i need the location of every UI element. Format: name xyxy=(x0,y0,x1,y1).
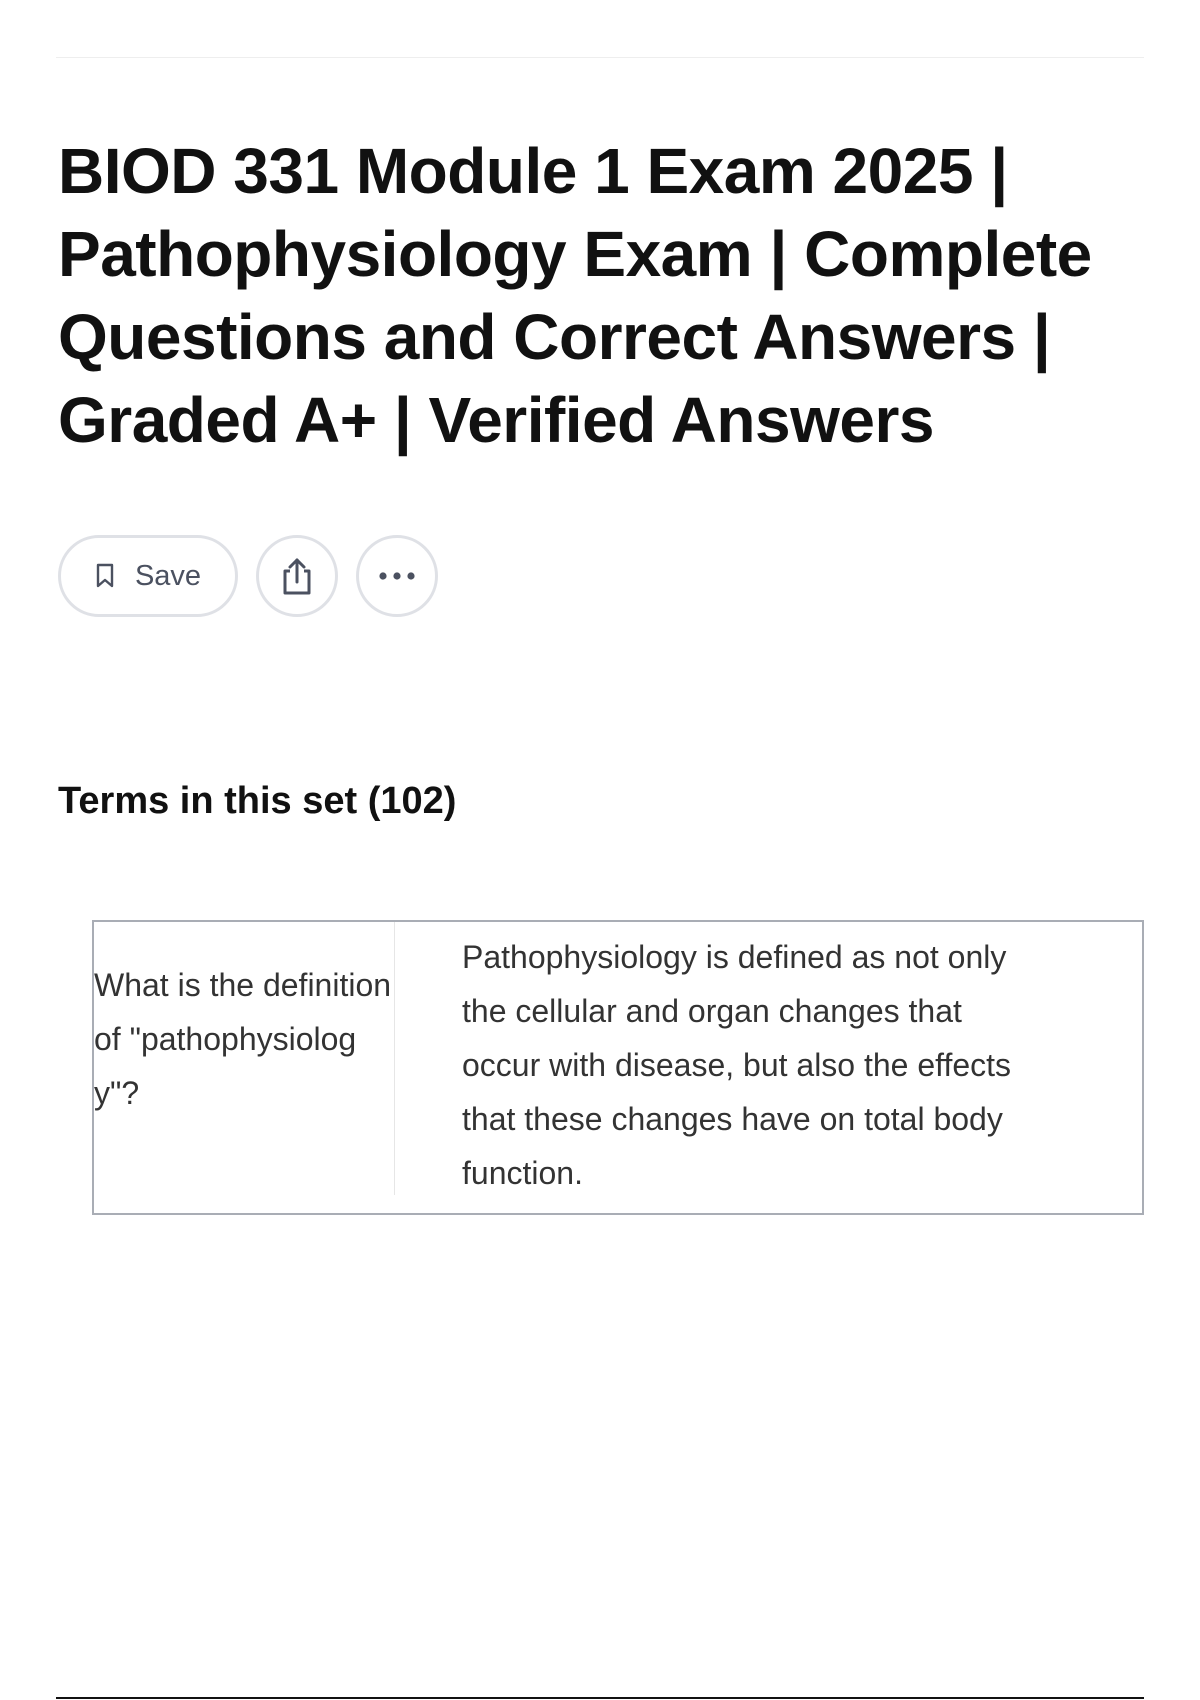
term-divider xyxy=(394,922,395,1195)
share-icon xyxy=(278,556,316,596)
bottom-divider xyxy=(56,1697,1144,1699)
bookmark-icon xyxy=(95,563,115,589)
page-title: BIOD 331 Module 1 Exam 2025 | Pathophysiology Exam | Complete Questions and Correct Answers | Graded A+ | Verified Answers xyxy=(58,135,1092,456)
terms-heading: Terms in this set (102) xyxy=(58,780,457,822)
save-button[interactable] xyxy=(58,535,238,617)
definition-text: Pathophysiology is defined as not only the cellular and organ changes that occur with disease, but also the effects that these changes have on total body function. xyxy=(462,939,1012,1191)
term-text: What is the definition of "pathophysiology"? xyxy=(94,967,392,1111)
more-horizontal-icon xyxy=(378,571,416,581)
term-card[interactable] xyxy=(92,920,1144,1215)
share-button[interactable] xyxy=(256,535,338,617)
top-divider xyxy=(56,57,1144,58)
action-bar xyxy=(58,535,438,617)
save-button-label: Save xyxy=(134,559,202,592)
more-options-button[interactable] xyxy=(356,535,438,617)
